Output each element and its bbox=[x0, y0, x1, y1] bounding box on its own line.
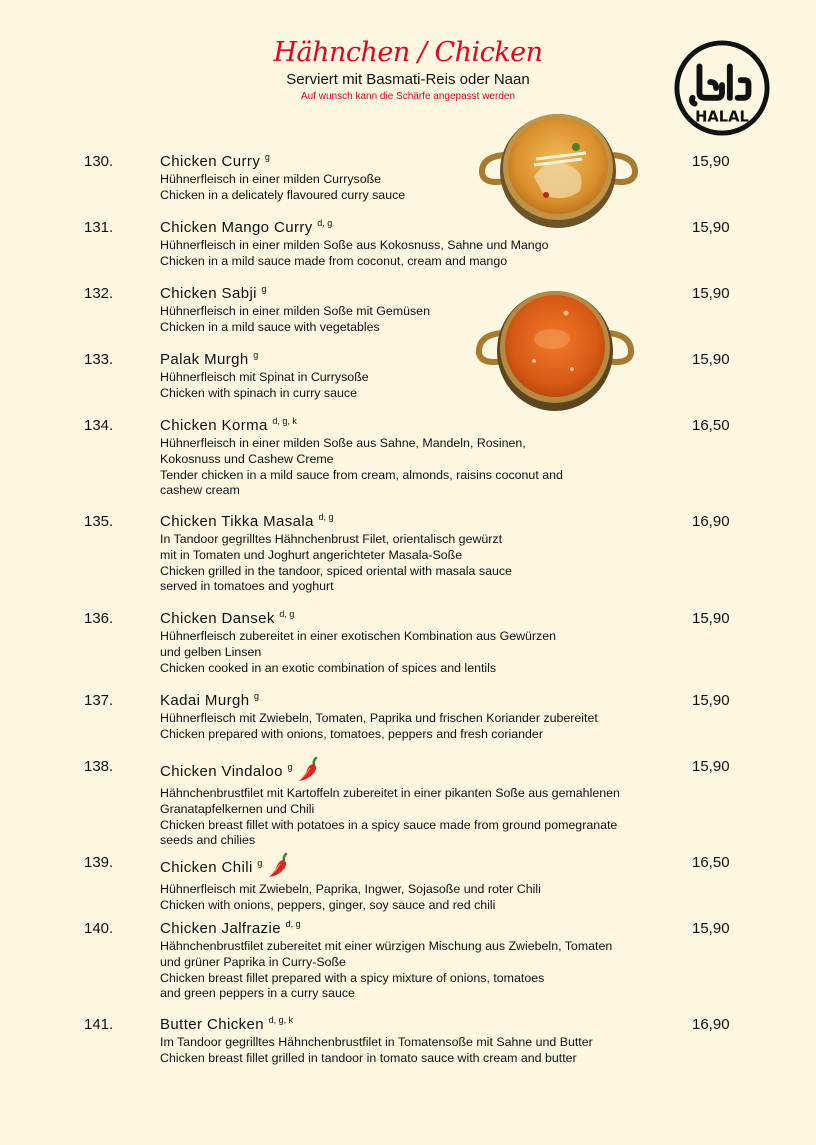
item-name-line bbox=[160, 513, 680, 532]
item-body bbox=[160, 513, 680, 595]
item-description: Hähnchenbrustfilet zubereitet mit einer würzigen Mischung aus Zwiebeln, Tomaten bbox=[160, 939, 613, 953]
item-description: served in tomatoes and yoghurt bbox=[160, 579, 334, 594]
item-price: 16,50 bbox=[692, 854, 730, 871]
item-description: Hühnerfleisch in einer milden Soße aus Sahne, Mandeln, Rosinen, bbox=[160, 436, 526, 450]
item-name-line bbox=[160, 1016, 680, 1035]
allergen-codes: g bbox=[261, 284, 267, 294]
item-description: Kokosnuss und Cashew Creme bbox=[160, 451, 334, 466]
item-number: 139. bbox=[84, 854, 114, 871]
item-description: Tender chicken in a mild sauce from cream, almonds, raisins coconut and bbox=[160, 467, 563, 482]
chili-icon bbox=[262, 859, 292, 876]
item-price: 15,90 bbox=[692, 351, 730, 368]
item-name: Kadai Murgh bbox=[160, 692, 250, 709]
halal-icon bbox=[673, 39, 771, 137]
item-name-line bbox=[160, 417, 680, 436]
allergen-codes: g bbox=[287, 761, 293, 772]
item-number: 137. bbox=[84, 692, 114, 709]
item-description: Chicken breast fillet grilled in tandoor in tomato sauce with cream and butter bbox=[160, 1050, 577, 1065]
item-number: 131. bbox=[84, 219, 114, 236]
allergen-codes: d, g bbox=[285, 919, 301, 929]
item-price: 15,90 bbox=[692, 610, 730, 627]
item-description: Chicken cooked in an exotic combination of spices and lentils bbox=[160, 660, 497, 675]
item-body bbox=[160, 153, 680, 204]
halal-label: HALAL bbox=[695, 108, 749, 126]
allergen-codes: d, g, k bbox=[272, 416, 297, 426]
item-description: Granatapfelkernen und Chili bbox=[160, 801, 315, 816]
item-name-line bbox=[160, 610, 680, 629]
allergen-codes: g bbox=[264, 152, 270, 162]
item-name-line bbox=[160, 854, 680, 882]
item-name: Chicken Tikka Masala bbox=[160, 513, 314, 530]
item-description: Hähnchenbrustfilet mit Kartoffeln zubereitet in einer pikanten Soße aus gemahlenen bbox=[160, 786, 620, 800]
item-number: 140. bbox=[84, 920, 114, 937]
page-subtitle: Serviert mit Basmati-Reis oder Naan bbox=[286, 71, 530, 88]
item-description: Hühnerfleisch in einer milden Soße mit Gemüsen bbox=[160, 304, 430, 318]
item-name: Chicken Korma bbox=[160, 417, 268, 434]
item-number: 136. bbox=[84, 610, 114, 627]
item-description: und grüner Paprika in Curry-Soße bbox=[160, 954, 346, 969]
item-number: 141. bbox=[84, 1016, 114, 1033]
item-description: Hühnerfleisch mit Zwiebeln, Paprika, Ingwer, Sojasoße und roter Chili bbox=[160, 882, 541, 896]
item-description: und gelben Linsen bbox=[160, 644, 262, 659]
item-number: 138. bbox=[84, 758, 114, 775]
page-title: Hähnchen / Chicken bbox=[273, 37, 543, 68]
item-name-line bbox=[160, 692, 680, 711]
item-name: Chicken Mango Curry bbox=[160, 219, 313, 236]
item-name: Chicken Jalfrazie bbox=[160, 920, 282, 937]
allergen-codes: d, g bbox=[317, 218, 333, 228]
item-name: Chicken Curry bbox=[160, 153, 261, 170]
item-description: Hühnerfleisch mit Spinat in Currysoße bbox=[160, 370, 369, 384]
item-description: Chicken breast fillet with potatoes in a spicy sauce made from ground pomegranate bbox=[160, 817, 618, 832]
item-number: 130. bbox=[84, 153, 114, 170]
item-description: mit in Tomaten und Joghurt angerichteter Masala-Soße bbox=[160, 547, 463, 562]
item-number: 132. bbox=[84, 285, 114, 302]
allergen-codes: d, g bbox=[279, 609, 295, 619]
item-description: Chicken prepared with onions, tomatoes, peppers and fresh coriander bbox=[160, 726, 543, 741]
item-name-line bbox=[160, 219, 680, 238]
item-name-line bbox=[160, 758, 680, 786]
item-name: Chicken Sabji bbox=[160, 285, 257, 302]
chili-icon bbox=[292, 763, 322, 780]
allergen-codes: d, g bbox=[318, 512, 334, 522]
item-price: 15,90 bbox=[692, 219, 730, 236]
item-name: Palak Murgh bbox=[160, 351, 249, 368]
item-body bbox=[160, 692, 680, 743]
item-description: Hühnerfleisch zubereitet in einer exotischen Kombination aus Gewürzen bbox=[160, 629, 557, 643]
item-description: and green peppers in a curry sauce bbox=[160, 986, 355, 1001]
allergen-codes: g bbox=[254, 691, 260, 701]
item-body bbox=[160, 417, 680, 499]
item-name: Chicken Vindaloo bbox=[160, 762, 283, 780]
allergen-codes: g bbox=[257, 857, 263, 868]
item-description: Hühnerfleisch mit Zwiebeln, Tomaten, Paprika und frischen Koriander zubereitet bbox=[160, 711, 598, 725]
item-description: cashew cream bbox=[160, 483, 240, 498]
item-number: 133. bbox=[84, 351, 114, 368]
item-description: In Tandoor gegrilltes Hähnchenbrust Filet, orientalisch gewürzt bbox=[160, 532, 503, 546]
item-description: Chicken in a delicately flavoured curry sauce bbox=[160, 187, 406, 202]
allergen-codes: g bbox=[253, 350, 259, 360]
item-price: 15,90 bbox=[692, 920, 730, 937]
item-number: 135. bbox=[84, 513, 114, 530]
item-body bbox=[160, 610, 680, 676]
item-price: 16,90 bbox=[692, 1016, 730, 1033]
item-price: 16,50 bbox=[692, 417, 730, 434]
item-name: Chicken Chili bbox=[160, 858, 253, 876]
item-description: Chicken breast fillet prepared with a spicy mixture of onions, tomatoes bbox=[160, 970, 545, 985]
item-name: Butter Chicken bbox=[160, 1016, 264, 1033]
item-description: Chicken grilled in the tandoor, spiced oriental with masala sauce bbox=[160, 563, 512, 578]
item-body bbox=[160, 351, 680, 402]
item-body bbox=[160, 219, 680, 270]
item-description: Hühnerfleisch in einer milden Currysoße bbox=[160, 172, 382, 186]
item-number: 134. bbox=[84, 417, 114, 434]
item-description: Im Tandoor gegrilltes Hähnchenbrustfilet in Tomatensoße mit Sahne und Butter bbox=[160, 1035, 593, 1049]
item-price: 15,90 bbox=[692, 153, 730, 170]
spice-note: Auf wunsch kann die Schärfe angepasst werden bbox=[300, 91, 516, 102]
allergen-codes: d, g, k bbox=[268, 1015, 294, 1025]
item-name-line bbox=[160, 920, 680, 939]
item-name: Chicken Dansek bbox=[160, 610, 275, 627]
item-price: 15,90 bbox=[692, 758, 730, 775]
item-description: Chicken in a mild sauce made from coconut, cream and mango bbox=[160, 253, 508, 268]
item-body bbox=[160, 1016, 680, 1067]
item-price: 15,90 bbox=[692, 285, 730, 302]
item-description: Chicken with onions, peppers, ginger, soy sauce and red chili bbox=[160, 897, 496, 912]
item-body bbox=[160, 758, 680, 849]
item-body bbox=[160, 285, 680, 336]
item-description: Hühnerfleisch in einer milden Soße aus Kokosnuss, Sahne und Mango bbox=[160, 238, 549, 252]
item-body bbox=[160, 920, 680, 1002]
item-description: Chicken with spinach in curry sauce bbox=[160, 385, 357, 400]
item-description: seeds and chilies bbox=[160, 833, 256, 848]
item-name-line bbox=[160, 351, 680, 370]
item-name-line bbox=[160, 153, 680, 172]
item-body bbox=[160, 854, 680, 914]
item-price: 15,90 bbox=[692, 692, 730, 709]
item-price: 16,90 bbox=[692, 513, 730, 530]
item-description: Chicken in a mild sauce with vegetables bbox=[160, 319, 380, 334]
item-name-line bbox=[160, 285, 680, 304]
